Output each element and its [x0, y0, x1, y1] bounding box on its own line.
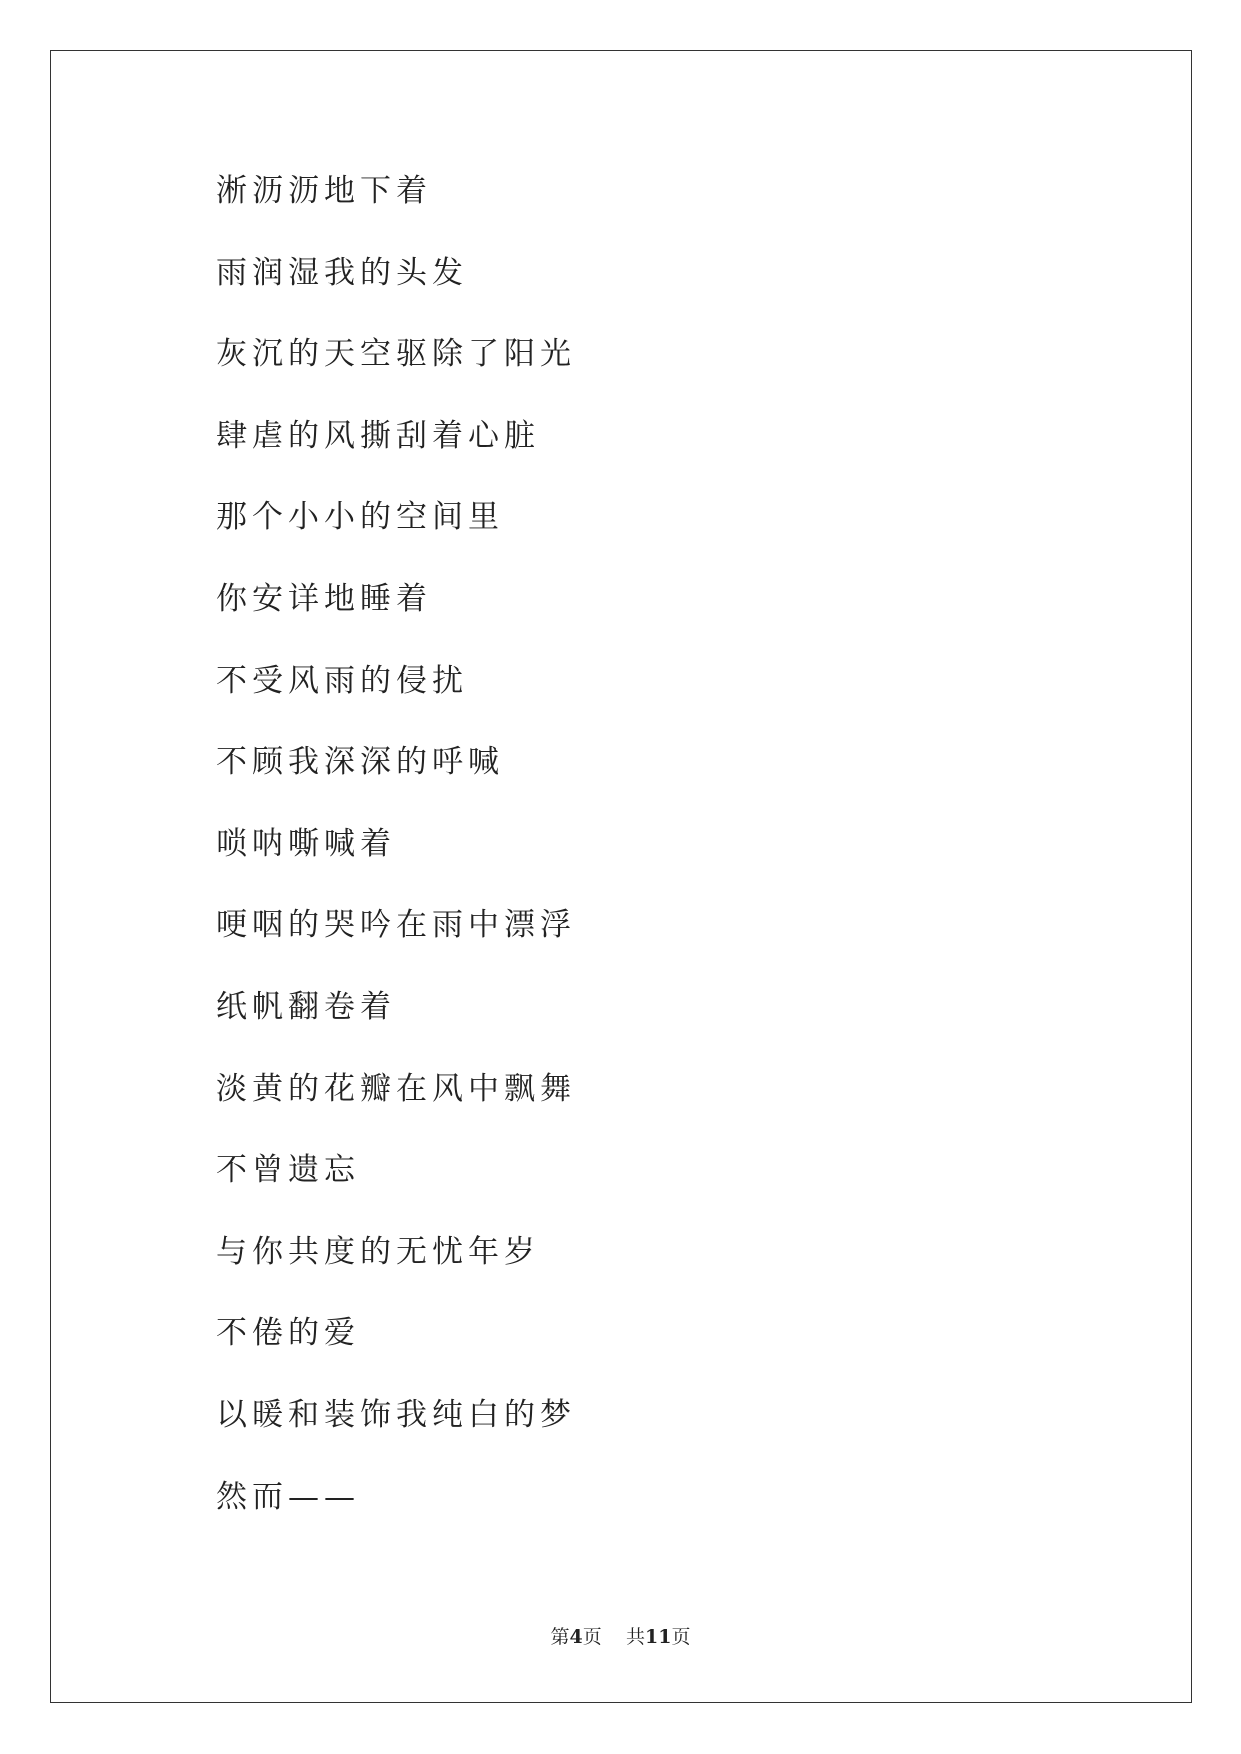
page-prefix: 第 — [550, 1626, 570, 1648]
page-footer — [0, 1622, 1241, 1649]
poem-line: 你安详地睡着 — [216, 580, 432, 617]
total-page-count: 11 — [644, 1626, 672, 1648]
poem-line: 唢呐嘶喊着 — [216, 825, 396, 862]
total-prefix: 共 — [625, 1626, 645, 1648]
poem-line: 不曾遗忘 — [216, 1152, 360, 1189]
current-page-number: 4 — [569, 1626, 583, 1648]
page-suffix: 页 — [582, 1626, 602, 1648]
poem-line: 哽咽的哭吟在雨中漂浮 — [216, 907, 576, 944]
poem-line: 纸帆翻卷着 — [216, 988, 396, 1025]
poem-line: 淅沥沥地下着 — [216, 173, 432, 209]
poem-line: 不倦的爱 — [216, 1315, 360, 1352]
poem-line: 淡黄的花瓣在风中飘舞 — [216, 1070, 576, 1107]
poem-body — [216, 166, 576, 1553]
poem-line: 肆虐的风撕刮着心脏 — [216, 417, 540, 454]
poem-line: 那个小小的空间里 — [216, 499, 504, 536]
poem-line: 以暖和装饰我纯白的梦 — [216, 1396, 576, 1433]
poem-line: 然而—— — [216, 1478, 360, 1515]
poem-line: 与你共度的无忧年岁 — [216, 1233, 540, 1270]
poem-line: 不受风雨的侵扰 — [216, 662, 468, 699]
total-suffix: 页 — [671, 1626, 691, 1648]
poem-line: 雨润湿我的头发 — [216, 254, 468, 291]
poem-line: 不顾我深深的呼喊 — [216, 744, 504, 781]
poem-line: 灰沉的天空驱除了阳光 — [216, 336, 576, 373]
